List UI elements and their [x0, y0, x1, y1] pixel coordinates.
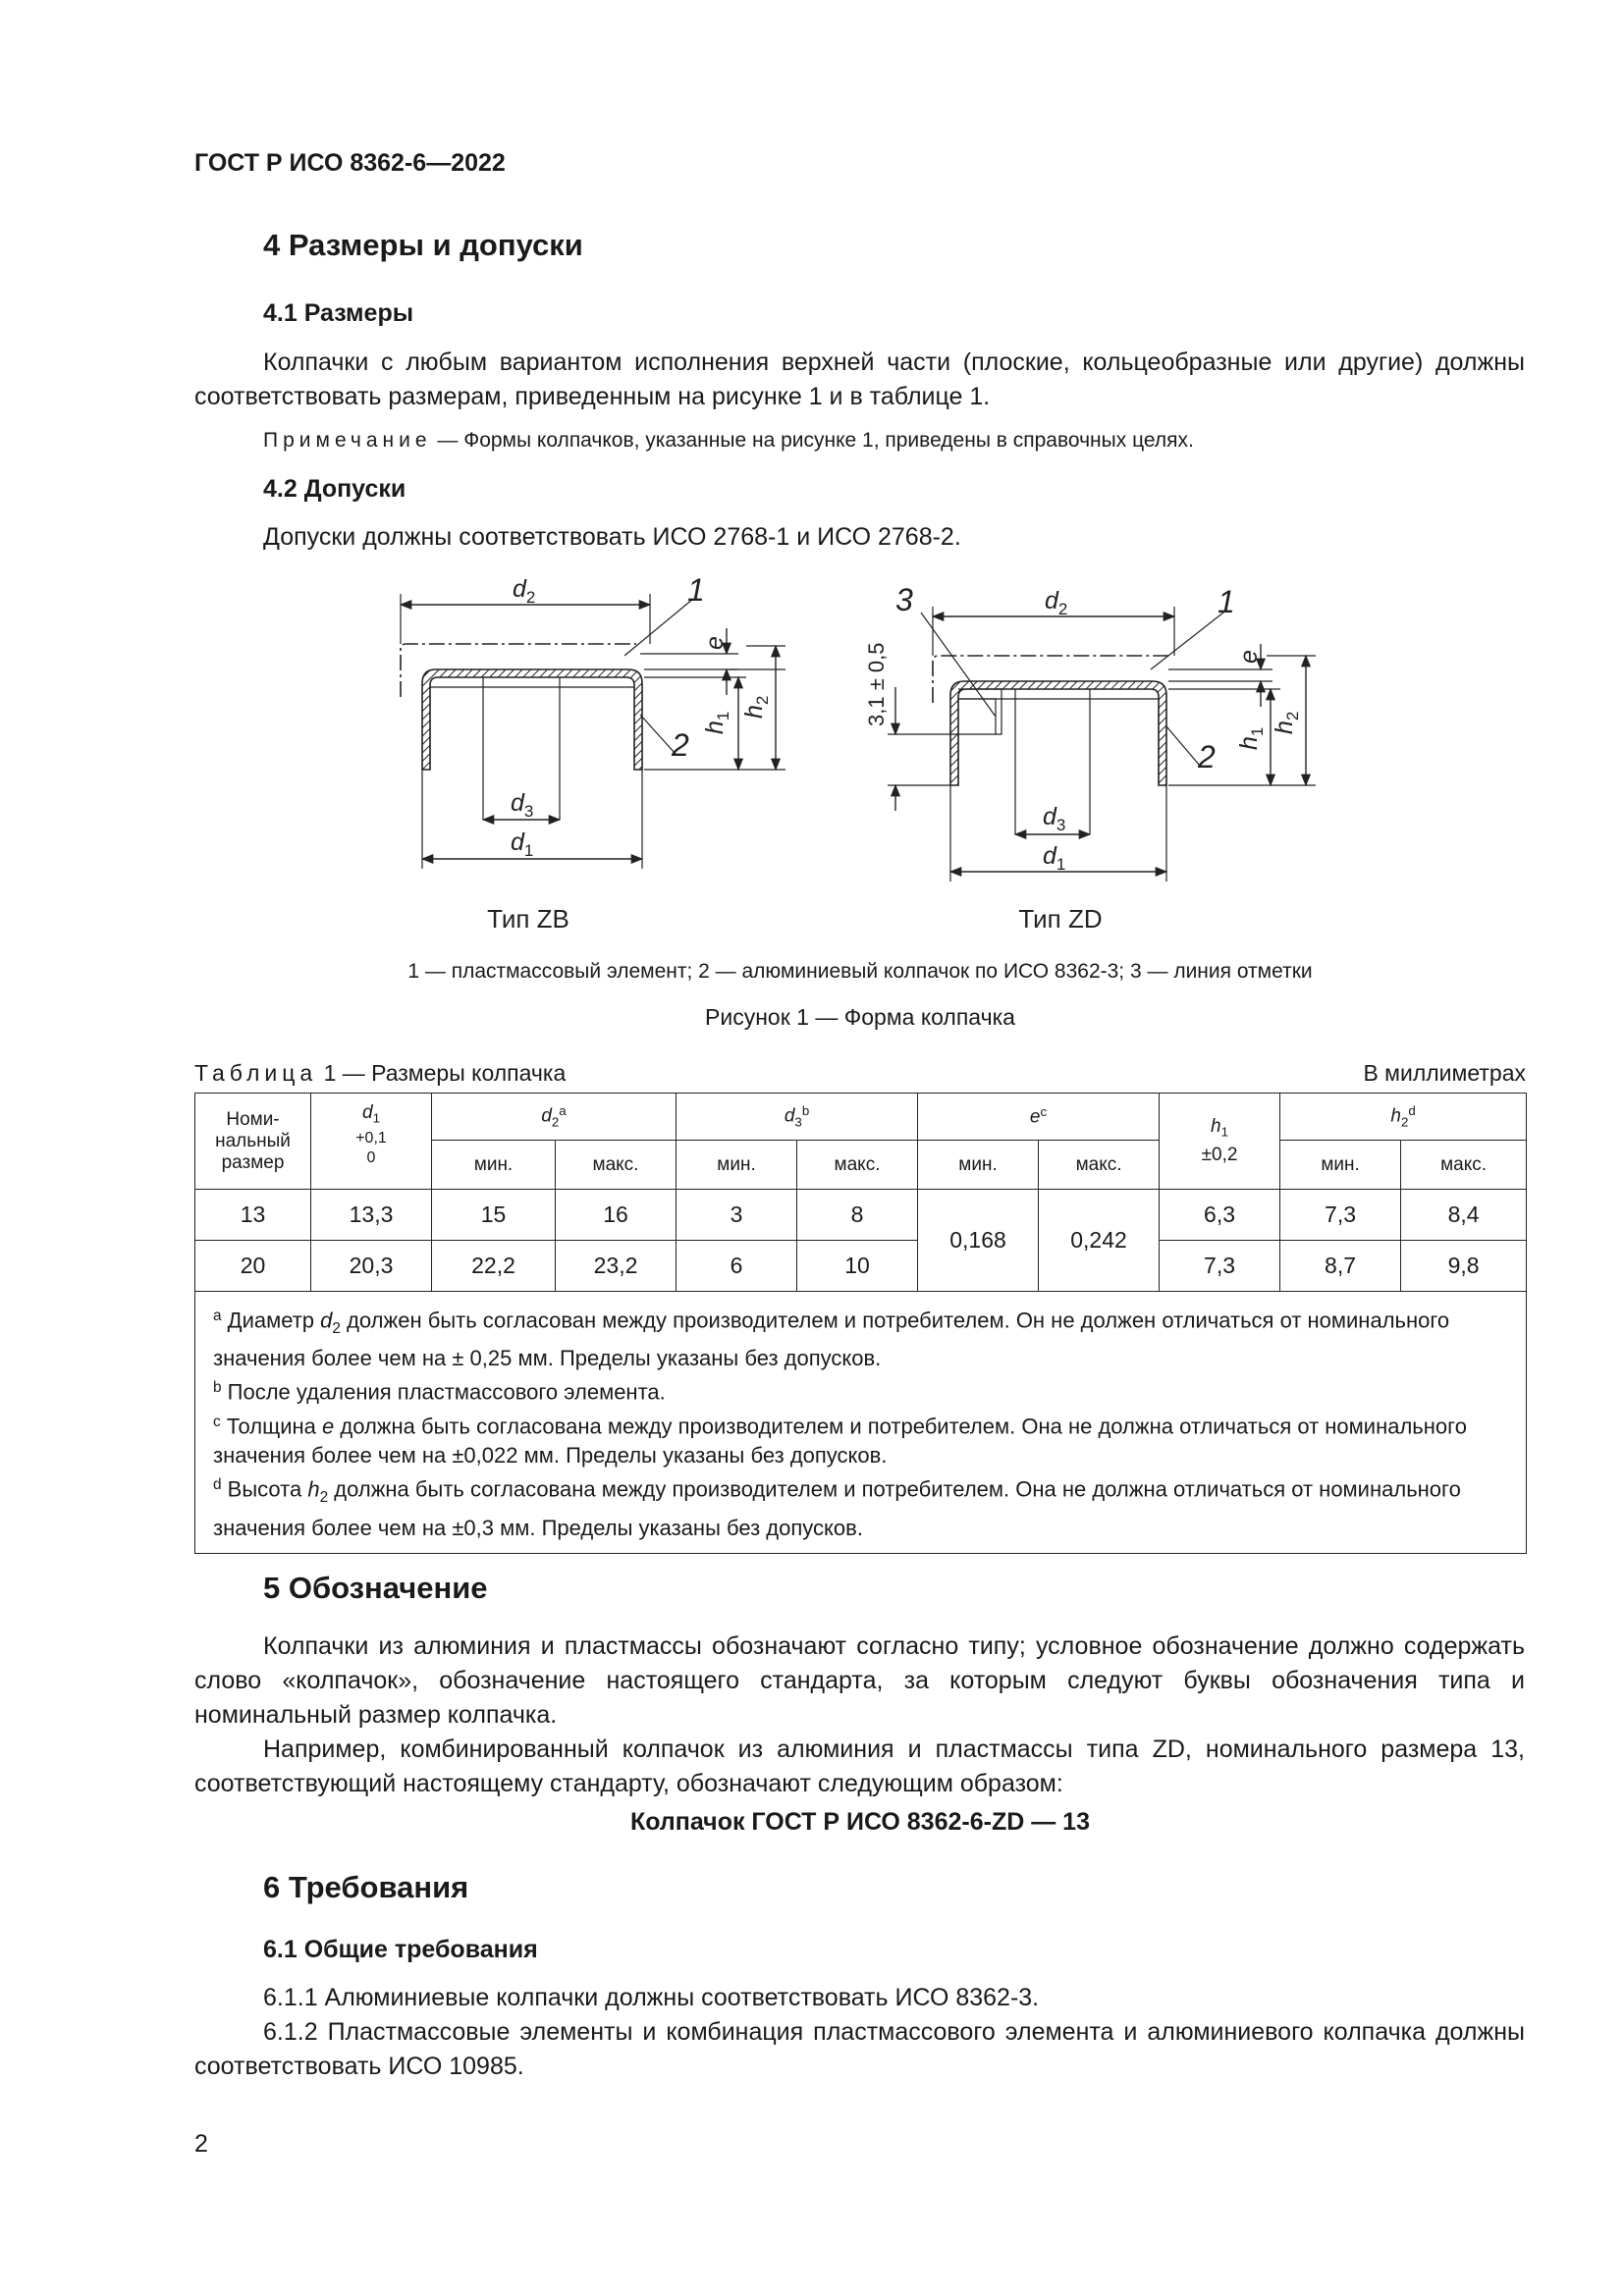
document-code-header: ГОСТ Р ИСО 8362-6—2022: [194, 149, 506, 177]
table-title-rest: 1 — Размеры колпачка: [317, 1060, 567, 1086]
section-6-1-heading: 6.1 Общие требования: [263, 1936, 538, 1963]
zd-callout-2: 2: [1198, 739, 1216, 774]
cell-h2-min: 7,3: [1280, 1190, 1401, 1241]
header-e-max: макс.: [1039, 1141, 1160, 1190]
cell-d2-max: 23,2: [556, 1241, 677, 1292]
zd-d2-label: $d_2$: [1045, 587, 1068, 618]
type-zd-label: Тип ZD: [1018, 904, 1103, 934]
cell-e-min: 0,168: [918, 1190, 1039, 1292]
cell-d2-min: 22,2: [432, 1241, 556, 1292]
header-h2: $h_2^d$: [1280, 1094, 1527, 1141]
zb-h2-label: $h_2$: [740, 695, 772, 719]
footnote-b: $^b$ После удаления пластмассового элемента.: [213, 1379, 666, 1405]
section-6-1-1-paragraph: 6.1.1 Алюминиевые колпачки должны соответствовать ИСО 8362-3.: [263, 1984, 1040, 2011]
cell-d2-max: 16: [556, 1190, 677, 1241]
zd-e-label: e: [1235, 650, 1263, 664]
section-4-2-heading: 4.2 Допуски: [263, 475, 406, 503]
section-4-2-paragraph: Допуски должны соответствовать ИСО 2768-1 и ИСО 2768-2.: [263, 523, 961, 551]
cell-d3-min: 6: [677, 1241, 797, 1292]
header-d2-max: макс.: [556, 1141, 677, 1190]
zb-d1-label: $d_1$: [511, 828, 534, 860]
footnote-a: $^a$ Диаметр $d_2$ должен быть согласован между производителем и потребителем. Он не должен отличаться от номинального значения более чем на ± 0,25 мм. Пределы указаны без допусков.: [213, 1308, 1450, 1371]
header-d1: $d_1$ +0,1 0: [311, 1094, 432, 1190]
header-d2: $d_2^a$: [432, 1094, 677, 1141]
cell-d1: 13,3: [311, 1190, 432, 1241]
section-6-heading: 6 Требования: [263, 1870, 469, 1904]
cell-nominal: 20: [195, 1241, 311, 1292]
table-unit: В миллиметрах: [1363, 1060, 1526, 1086]
table-row: [195, 1241, 1527, 1292]
header-d2-min: мин.: [432, 1141, 556, 1190]
section-5-heading: 5 Обозначение: [263, 1571, 488, 1605]
note-text: — Формы колпачков, указанные на рисунке 1, приведены в справочных целях.: [431, 429, 1194, 452]
table-title: [194, 1060, 566, 1087]
zd-h1-label: $h_1$: [1235, 726, 1267, 750]
section-6-1-2-paragraph: 6.1.2 Пластмассовые элементы и комбинация пластмассового элемента и алюминиевого колпачка должны соответствовать ИСО 10985.: [194, 2018, 1525, 2080]
cell-h2-min: 8,7: [1280, 1241, 1401, 1292]
section-5-paragraph-2: Например, комбинированный колпачок из алюминия и пластмассы типа ZD, номинального размера 13, соответствующий настоящему стандарту, обозначают следующим образом:: [194, 1735, 1525, 1797]
zb-h1-label: $h_1$: [701, 711, 732, 734]
cell-e-max: 0,242: [1039, 1190, 1160, 1292]
header-e: $e^c$: [918, 1094, 1160, 1141]
cell-d1: 20,3: [311, 1241, 432, 1292]
dimensions-table: [194, 1093, 1527, 1554]
zd-d3-label: $d_3$: [1043, 803, 1066, 834]
type-zb-label: Тип ZB: [487, 904, 569, 934]
cell-d3-max: 8: [797, 1190, 918, 1241]
zb-d2-label: $d_2$: [513, 575, 536, 607]
zd-callout-1: 1: [1218, 584, 1235, 619]
zb-callout-2: 2: [672, 727, 689, 763]
figure-caption: Рисунок 1 — Форма колпачка: [705, 1004, 1015, 1030]
note-label: Примечание: [263, 429, 432, 452]
header-e-min: мин.: [918, 1141, 1039, 1190]
figure-cap-shape: [0, 564, 1624, 947]
figure-legend: 1 — пластмассовый элемент; 2 — алюминиевый колпачок по ИСО 8362-3; 3 — линия отметки: [407, 960, 1313, 983]
zd-callout-3: 3: [895, 582, 913, 617]
header-h2-min: мин.: [1280, 1141, 1401, 1190]
header-h2-max: макс.: [1401, 1141, 1527, 1190]
cell-h2-max: 8,4: [1401, 1190, 1527, 1241]
section-4-1-paragraph: Колпачки с любым вариантом исполнения верхней части (плоские, кольцеобразные или другие) должны соответствовать размерам, приведенным на рисунке 1 и в таблице 1.: [194, 348, 1525, 410]
table-footnotes: [195, 1292, 1527, 1554]
cell-h2-max: 9,8: [1401, 1241, 1527, 1292]
page-number: 2: [194, 2130, 208, 2158]
cell-nominal: 13: [195, 1190, 311, 1241]
cell-d3-max: 10: [797, 1241, 918, 1292]
zd-d1-label: $d_1$: [1043, 842, 1066, 874]
section-5-paragraph-1: Колпачки из алюминия и пластмассы обозначают согласно типу; условное обозначение должно содержать слово «колпачок», обозначение настоящего стандарта, за которым следуют буквы обозначения типа и номинальный размер колпачка.: [194, 1632, 1525, 1729]
zb-e-label: e: [701, 636, 729, 650]
footnote-d: $^d$ Высота $h_2$ должна быть согласована между производителем и потребителем. Она не должна отличаться от номинального значения более чем на ±0,3 мм. Пределы указаны без допусков.: [213, 1476, 1461, 1540]
section-4-heading: 4 Размеры и допуски: [263, 228, 583, 262]
zb-callout-1: 1: [687, 572, 705, 608]
zb-d3-label: $d_3$: [511, 789, 534, 821]
cell-d3-min: 3: [677, 1190, 797, 1241]
designation-example: Колпачок ГОСТ Р ИСО 8362-6-ZD — 13: [630, 1808, 1090, 1836]
footnote-c: $^c$ Толщина e должна быть согласована между производителем и потребителем. Она не должна отличаться от номинального значения более чем на ±0,022 мм. Пределы указаны без допусков.: [213, 1413, 1467, 1468]
cell-h1: 6,3: [1160, 1190, 1280, 1241]
zd-mark-dimension-label: 3,1 ± 0,5: [864, 642, 889, 726]
zd-h2-label: $h_2$: [1271, 711, 1302, 734]
cell-h1: 7,3: [1160, 1241, 1280, 1292]
section-4-1-heading: 4.1 Размеры: [263, 299, 414, 327]
table-row: [195, 1190, 1527, 1241]
header-d3: $d_3^b$: [677, 1094, 918, 1141]
header-d3-max: макс.: [797, 1141, 918, 1190]
note: [263, 429, 1194, 453]
header-h1: $h_1$ ±0,2: [1160, 1094, 1280, 1190]
header-nominal-size: Номи- нальный размер: [195, 1094, 311, 1190]
table-label: Таблица: [194, 1060, 318, 1086]
cell-d2-min: 15: [432, 1190, 556, 1241]
header-d3-min: мин.: [677, 1141, 797, 1190]
